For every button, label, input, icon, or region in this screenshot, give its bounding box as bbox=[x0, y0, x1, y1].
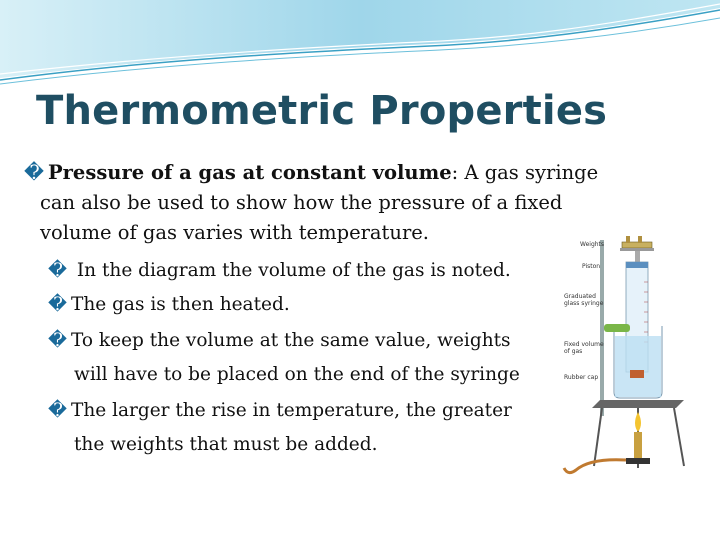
label-fixed-volume: Fixed volume bbox=[564, 341, 604, 348]
sub-bullet-3 bbox=[48, 324, 511, 358]
stand-rod bbox=[600, 240, 604, 416]
water bbox=[615, 336, 661, 397]
label-weights: Weights bbox=[580, 241, 605, 248]
main-bullet-rest: : A gas syringe bbox=[451, 161, 599, 184]
bullet-glyph: � bbox=[48, 330, 67, 351]
rubber-cap bbox=[630, 370, 644, 378]
sub-bullet-1 bbox=[48, 254, 511, 288]
piston-rod bbox=[635, 251, 640, 263]
main-bullet-line2: can also be used to show how the pressure of a fixed bbox=[40, 191, 563, 214]
label-rubber-cap: Rubber cap bbox=[564, 374, 599, 381]
label-glass-syringe: glass syringe bbox=[564, 300, 604, 307]
label-graduated: Graduated bbox=[564, 293, 596, 300]
clamp bbox=[604, 324, 630, 332]
sub-bullet-text: The gas is then heated. bbox=[70, 294, 290, 315]
sub-bullet-4-continuation: the weights that must be added. bbox=[74, 434, 378, 455]
bullet-glyph: � bbox=[48, 294, 67, 315]
slide-title: Thermometric Properties bbox=[36, 88, 608, 134]
bullet-glyph: � bbox=[48, 400, 67, 421]
sub-bullet-text: To keep the volume at the same value, weights bbox=[70, 330, 511, 351]
piston bbox=[626, 262, 648, 268]
sub-bullet-text: In the diagram the volume of the gas is noted. bbox=[70, 260, 511, 281]
main-bullet-line3: volume of gas varies with temperature. bbox=[40, 221, 430, 244]
sub-bullet-4 bbox=[48, 394, 512, 428]
sub-bullet-text: The larger the rise in temperature, the greater bbox=[70, 400, 512, 421]
sub-bullet-2 bbox=[48, 288, 290, 322]
label-piston: Piston bbox=[582, 263, 601, 270]
main-bullet-bold: Pressure of a gas at constant volume bbox=[48, 161, 452, 184]
bullet-glyph: � bbox=[48, 260, 67, 281]
label-of-gas: of gas bbox=[564, 348, 583, 355]
gas-syringe-diagram bbox=[560, 232, 718, 480]
bullet-glyph: � bbox=[24, 161, 44, 184]
sub-bullet-3-continuation: will have to be placed on the end of the syringe bbox=[74, 364, 520, 385]
gauze bbox=[592, 400, 684, 408]
